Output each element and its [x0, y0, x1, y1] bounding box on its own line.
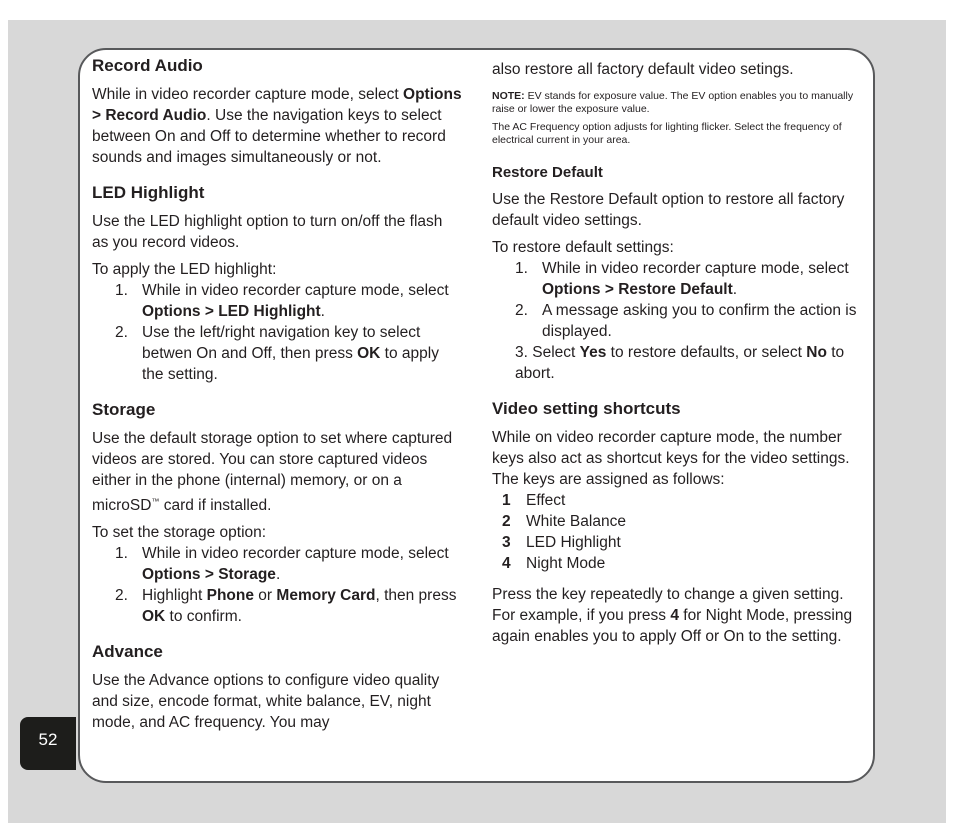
- section-restore-default: [492, 163, 862, 384]
- heading-advance: Advance: [92, 642, 163, 662]
- left-column: [92, 55, 462, 747]
- section-advance: [92, 641, 462, 733]
- storage-intro: To set the storage option:: [92, 524, 267, 542]
- advance-continued: also restore all factory default video setings.: [492, 61, 794, 78]
- advance-paragraph: Use the Advance options to configure video quality and size, encode format, white balance, EV, night mode, and AC frequency. You may: [92, 672, 440, 732]
- right-column: [492, 59, 862, 661]
- heading-led-highlight: LED Highlight: [92, 183, 205, 202]
- list-item: 3 LED Highlight: [502, 534, 621, 551]
- note-ev: NOTE: EV stands for exposure value. The EV option enables you to manually raise or lower the exposure value.: [492, 90, 854, 115]
- led-steps: [92, 280, 462, 385]
- heading-storage: Storage: [92, 400, 156, 419]
- storage-steps: [92, 543, 462, 627]
- list-item: 2. Use the left/right navigation key to select betwen On and Off, then press OK to apply the setting.: [115, 324, 439, 383]
- section-record-audio: [92, 55, 462, 168]
- record-audio-paragraph: While in video recorder capture mode, select Options > Record Audio. Use the navigation keys to select between On and Off to determine whether to record sounds and images simultaneously or not.: [92, 86, 462, 166]
- restore-step-3: [492, 342, 862, 384]
- led-paragraph: Use the LED highlight option to turn on/off the flash as you record videos.: [92, 213, 443, 251]
- list-item: 2 White Balance: [502, 513, 626, 530]
- shortcuts-paragraph: While on video recorder capture mode, the number keys also act as shortcut keys for the video settings. The keys are assigned as follows:: [492, 429, 850, 488]
- list-item: 3. Select Yes to restore defaults, or select No to abort.: [515, 344, 845, 382]
- led-intro: To apply the LED highlight:: [92, 261, 277, 278]
- shortcut-key-list: [492, 490, 862, 574]
- list-item: 2. Highlight Phone or Memory Card, then press OK to confirm.: [115, 587, 457, 626]
- heading-record-audio: Record Audio: [92, 56, 203, 75]
- list-item: 1 Effect: [502, 492, 566, 509]
- section-video-shortcuts: [492, 398, 862, 647]
- section-storage: [92, 399, 462, 627]
- storage-paragraph: Use the default storage option to set where captured videos are stored. You can store captured videos either in the phone (internal) memory, or on a microSD™ card if installed.: [92, 430, 453, 515]
- page-number: 52: [38, 730, 58, 749]
- note-ac-frequency: The AC Frequency option adjusts for lighting flicker. Select the frequency of electrical current in your area.: [492, 121, 842, 146]
- list-item: 1. While in video recorder capture mode, select Options > Storage.: [115, 545, 449, 584]
- heading-video-shortcuts: Video setting shortcuts: [492, 399, 681, 418]
- restore-intro: To restore default settings:: [492, 239, 674, 256]
- restore-paragraph: Use the Restore Default option to restore all factory default video settings.: [492, 191, 845, 229]
- list-item: 4 Night Mode: [502, 555, 606, 572]
- section-led-highlight: [92, 182, 462, 385]
- shortcuts-paragraph-2: Press the key repeatedly to change a given setting. For example, if you press 4 for Night Mode, pressing again enables you to apply Off or On to the setting.: [492, 586, 853, 645]
- heading-restore-default: Restore Default: [492, 164, 603, 181]
- restore-steps: [492, 258, 862, 342]
- list-item: 1. While in video recorder capture mode, select Options > Restore Default.: [515, 260, 849, 298]
- list-item: 2. A message asking you to confirm the action is displayed.: [515, 302, 857, 340]
- list-item: 1. While in video recorder capture mode, select Options > LED Highlight.: [115, 282, 449, 320]
